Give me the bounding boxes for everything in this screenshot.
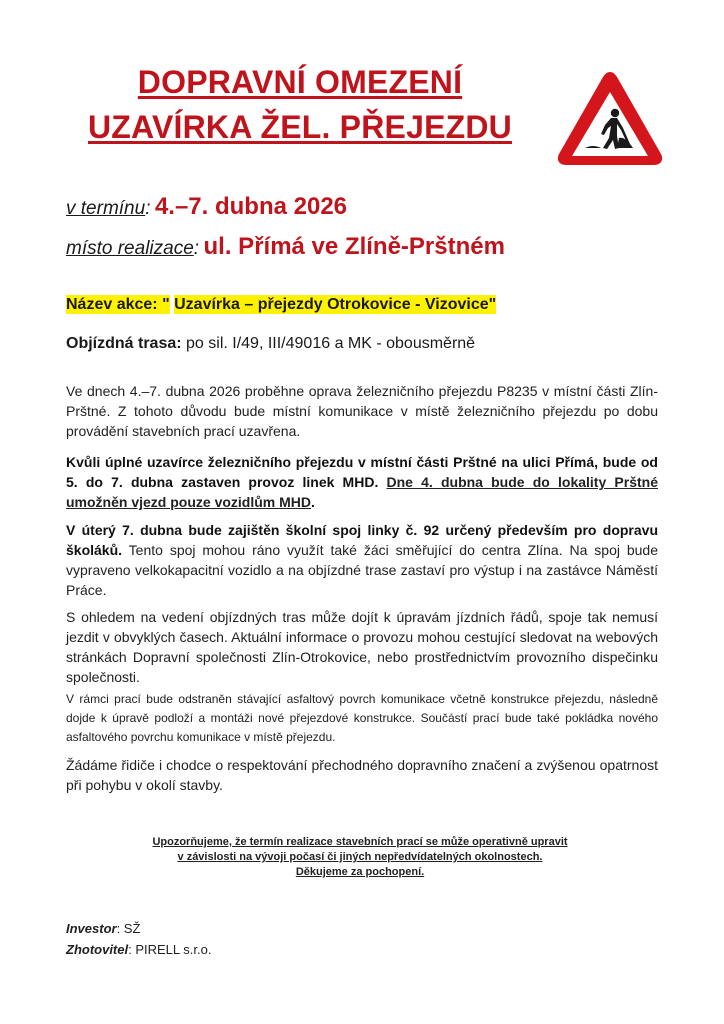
paragraph-mhd-closure	[66, 452, 658, 512]
term-label: v termínu	[66, 198, 146, 219]
place-colon: :	[193, 238, 200, 259]
detour-route	[66, 335, 475, 353]
paragraph-school-bus	[66, 520, 658, 600]
action-name	[66, 296, 496, 314]
place-label: místo realizace	[66, 238, 194, 259]
term-value: 4.–7. dubna 2026	[154, 193, 348, 220]
page-title	[60, 60, 540, 150]
mhd-closure-end: .	[311, 494, 315, 510]
paragraph-timetable: S ohledem na vedení objízdných tras může dojít k úpravám jízdních řádů, spoje tak nemusí jezdit v obvyklých časech. Aktuální informace o provozu mohou cestující sledovat na webových stránkách Dopravní společnosti Zlín-Otrokovice, nebo prostřednictvím provozního dispečinku společnosti.	[66, 609, 658, 685]
schedule-notice	[110, 835, 610, 880]
contractor-label: Zhotovitel	[66, 942, 129, 957]
investor-line	[66, 921, 140, 936]
investor-label: Investor	[66, 921, 117, 936]
paragraph-caution: Žádáme řidiče i chodce o respektování přechodného dopravního značení a zvýšenou opatrnost při pohybu v okolí stavby.	[66, 757, 658, 793]
notice-line-1: Upozorňujeme, že termín realizace stavebních prací se může operativně upravit	[152, 836, 568, 848]
action-label: Název akce: "	[66, 296, 170, 313]
school-bus-bold: V úterý 7. dubna bude zajištěn školní spoj linky č. 92 určený především pro dopravu školáků.	[66, 522, 658, 558]
contractor-line	[66, 942, 211, 957]
notice-line-3: Děkujeme za pochopení.	[295, 866, 425, 878]
term-colon: :	[145, 198, 151, 219]
investor-value: : SŽ	[116, 921, 141, 936]
term-row	[66, 193, 347, 221]
place-row	[66, 233, 505, 261]
mhd-access-underlined: Dne 4. dubna bude do lokality Prštné umožněn vjezd pouze vozidlům MHD	[66, 474, 658, 510]
title-line-2: UZAVÍRKA ŽEL. PŘEJEZDU	[88, 109, 512, 145]
paragraph-repair-info: Ve dnech 4.–7. dubna 2026 proběhne oprava železničního přejezdu P8235 v místní části Zlín-Prštné. Z tohoto důvodu bude místní komunikace v místě železničního přejezdu po dobu provádění stavebních prací uzavřena.	[66, 383, 658, 439]
detour-value: po sil. I/49, III/49016 a MK - obousměrně	[181, 335, 476, 352]
paragraph-works-scope: V rámci prací bude odstraněn stávající asfaltový povrch komunikace včetně konstrukce přejezdu, následně dojde k úpravě podloží a montáži nové přejezdové konstrukce. Součástí prací bude také pokládka nového asfaltového povrchu komunikace v místě přejezdu.	[66, 692, 658, 744]
notice-line-2: v závislosti na vývoji počasí či jiných nepředvídatelných okolnostech.	[177, 851, 543, 863]
mhd-closure-bold: Kvůli úplné uzavírce železničního přejezdu v místní části Prštné na ulici Přímá, bude od 5. do 7. dubna zastaven provoz linek MHD.	[66, 454, 658, 490]
place-value: ul. Přímá ve Zlíně-Prštném	[203, 233, 505, 260]
detour-label: Objízdná trasa:	[66, 335, 182, 352]
school-bus-rest: Tento spoj mohou ráno využít také žáci směřující do centra Zlína. Na spoj bude vypraveno velkokapacitní vozidlo a na objízdné trase zastaví pro výstup i na zastávce Náměstí Práce.	[66, 542, 658, 598]
title-line-1: DOPRAVNÍ OMEZENÍ	[137, 64, 463, 100]
action-value: Uzavírka – přejezdy Otrokovice - Vizovice"	[174, 296, 497, 313]
contractor-value: : PIRELL s.r.o.	[128, 942, 212, 957]
road-works-warning-sign-icon	[555, 68, 665, 168]
